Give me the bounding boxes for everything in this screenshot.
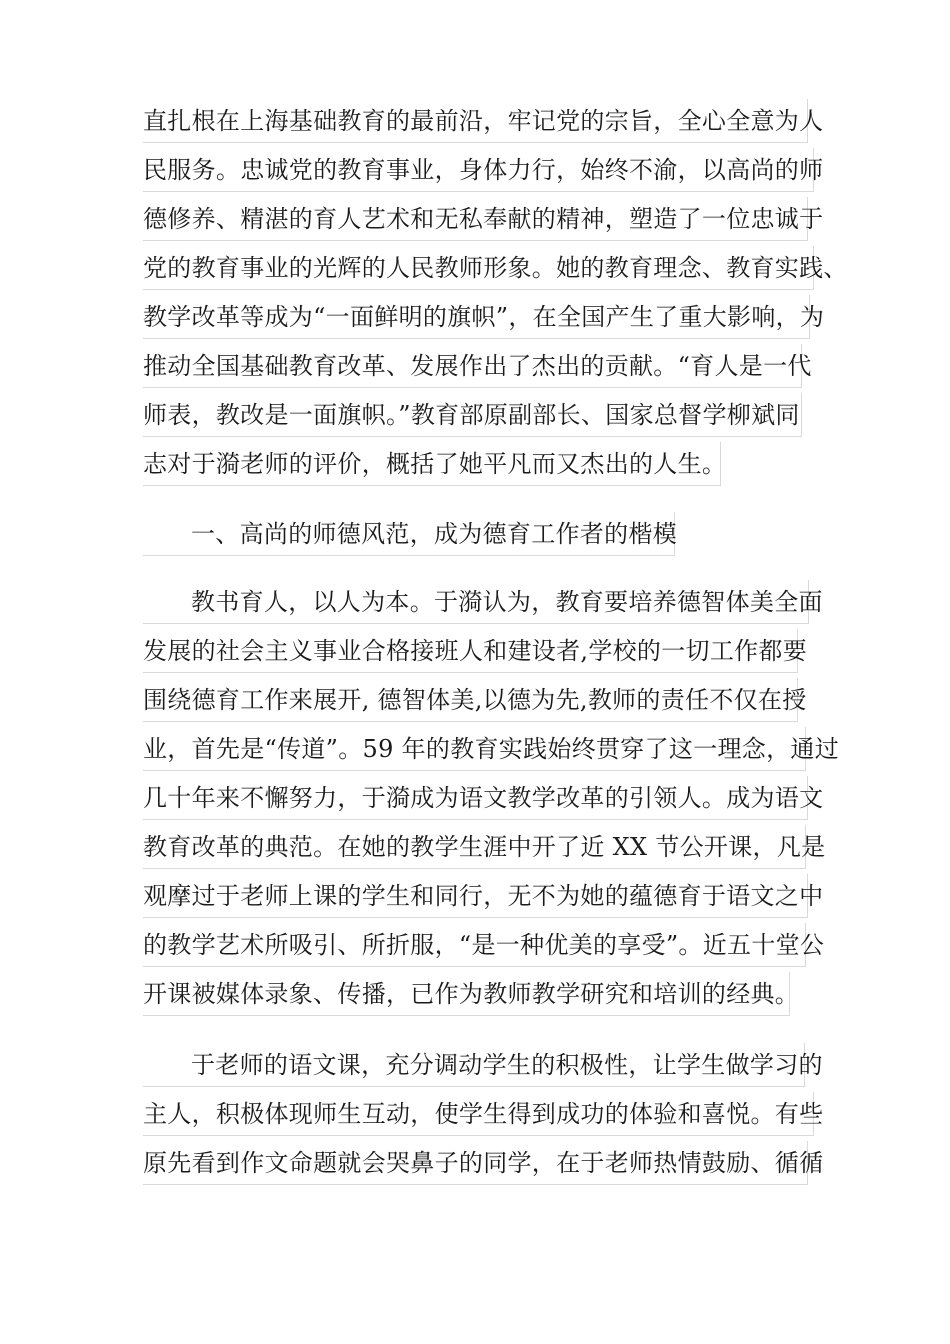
text-line: 开课被媒体录象、传播，已作为教师教学研究和培训的经典。	[143, 972, 790, 1016]
text-line: 几十年来不懈努力，于漪成为语文教学改革的引领人。成为语文	[143, 776, 808, 820]
text-line: 发展的社会主义事业合格接班人和建设者,学校的一切工作都要	[143, 629, 798, 673]
text-line: 主人，积极体现师生互动，使学生得到成功的体验和喜悦。有些	[143, 1092, 814, 1136]
text-line: 直扎根在上海基础教育的最前沿，牢记党的宗旨，全心全意为人	[143, 99, 808, 143]
text-line: 教育改革的典范。在她的教学生涯中开了近 XX 节公开课，凡是	[143, 825, 806, 869]
section-heading: 一、高尚的师德风范，成为德育工作者的楷模	[143, 512, 675, 556]
text-line: 于老师的语文课，充分调动学生的积极性，让学生做学习的	[143, 1043, 805, 1087]
text-line: 原先看到作文命题就会哭鼻子的同学，在于老师热情鼓励、循循	[143, 1141, 808, 1185]
text-line: 志对于漪老师的评价，概括了她平凡而又杰出的人生。	[143, 442, 721, 486]
text-line: 观摩过于老师上课的学生和同行，无不为她的蕴德育于语文之中	[143, 874, 808, 918]
text-line: 的教学艺术所吸引、所折服，“是一种优美的享受”。近五十堂公	[143, 923, 806, 967]
text-line: 教书育人，以人为本。于漪认为，教育要培养德智体美全面	[143, 580, 809, 624]
text-line: 民服务。忠诚党的教育事业，身体力行，始终不渝，以高尚的师	[143, 148, 814, 192]
text-line: 德修养、精湛的育人艺术和无私奉献的精神，塑造了一位忠诚于	[143, 197, 808, 241]
text-line: 党的教育事业的光辉的人民教师形象。她的教育理念、教育实践、	[143, 246, 814, 290]
text-line: 围绕德育工作来展开, 德智体美,以德为先,教师的责任不仅在授	[143, 678, 798, 722]
text-line: 业，首先是“传道”。59 年的教育实践始终贯穿了这一理念，通过	[143, 727, 806, 771]
text-line: 教学改革等成为“一面鲜明的旗帜”，在全国产生了重大影响，为	[143, 295, 810, 339]
text-line: 师表，教改是一面旗帜。”教育部原副部长、国家总督学柳斌同	[143, 393, 802, 437]
text-line: 推动全国基础教育改革、发展作出了杰出的贡献。“育人是一代	[143, 344, 802, 388]
